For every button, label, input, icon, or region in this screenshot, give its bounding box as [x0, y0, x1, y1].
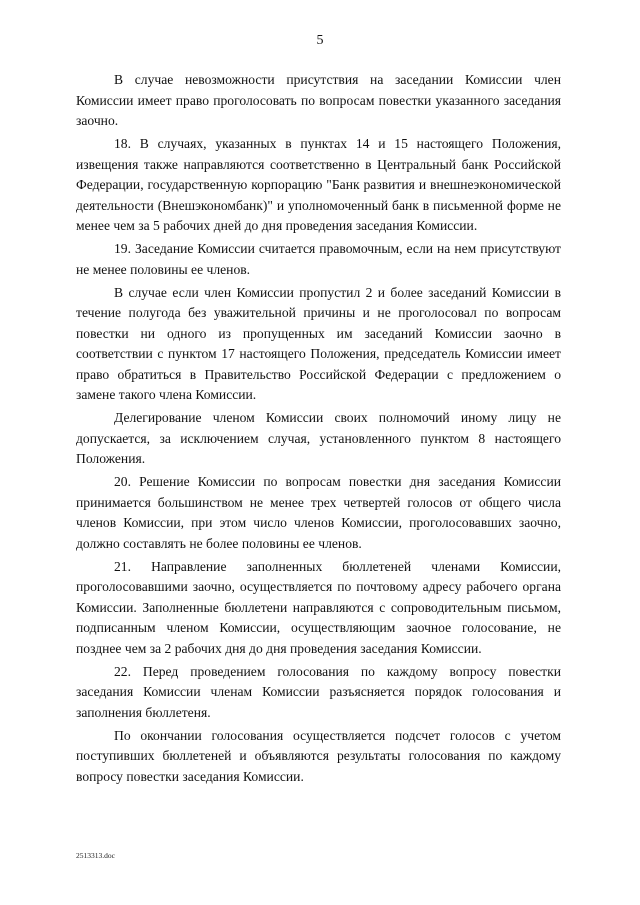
page-number: 5: [316, 33, 324, 48]
paragraph-item-22: 22. Перед проведением голосования по каждому вопросу повестки заседания Комиссии членам Комиссии разъясняется порядок голосования и заполнения бюллетеня.: [76, 663, 561, 720]
paragraph-item-18: 18. В случаях, указанных в пунктах 14 и 15 настоящего Положения, извещения также направляются соответственно в Центральный банк Российской Федерации, государственную корпорацию "Банк развития и внешнеэкономической деятельности (Внешэкономбанк)" и уполномоченный банк в письменной форме не менее чем за 5 рабочих дней до дня проведения заседания Комиссии.: [76, 136, 561, 233]
paragraph-member-replacement: В случае если член Комиссии пропустил 2 и более заседаний Комиссии в течение полугода без уважительной причины и не проголосовал по вопросам повестки ни одного из пропущенных им заседаний Комиссии заочно в соответствии с пунктом 17 настоящего Положения, председатель Комиссии имеет право обратиться в Правительство Российской Федерации с предложением о замене такого члена Комиссии.: [76, 284, 561, 402]
paragraph-delegation: Делегирование членом Комиссии своих полномочий иному лицу не допускается, за исключением случая, установленного пунктом 8 настоящего Положения.: [76, 410, 561, 466]
document-file-code: 2513313.doc: [76, 851, 115, 860]
paragraph-item-21: 21. Направление заполненных бюллетеней членами Комиссии, проголосовавшими заочно, осуществляется по почтовому адресу рабочего органа Комиссии. Заполненные бюллетени направляются с сопроводительным письмом, подписанным членом Комиссии, осуществляющим заочное голосование, не позднее чем за 2 рабочих дня до дня проведения заседания Комиссии.: [76, 558, 561, 656]
paragraph-item-20: 20. Решение Комиссии по вопросам повестки дня заседания Комиссии принимается большинством не менее трех четвертей голосов от общего числа членов Комиссии, при этом число членов Комиссии, проголосовавших заочно, должно составлять не более половины ее членов.: [76, 474, 561, 551]
paragraph-vote-count: По окончании голосования осуществляется подсчет голосов с учетом поступивших бюллетеней и объявляются результаты голосования по каждому вопросу повестки заседания Комиссии.: [76, 727, 561, 784]
paragraph-absentee-vote: В случае невозможности присутствия на заседании Комиссии член Комиссии имеет право проголосовать по вопросам повестки указанного заседания заочно.: [76, 72, 561, 128]
paragraph-item-19: 19. Заседание Комиссии считается правомочным, если на нем присутствуют не менее половины ее членов.: [76, 241, 561, 277]
document-body: [76, 70, 561, 790]
